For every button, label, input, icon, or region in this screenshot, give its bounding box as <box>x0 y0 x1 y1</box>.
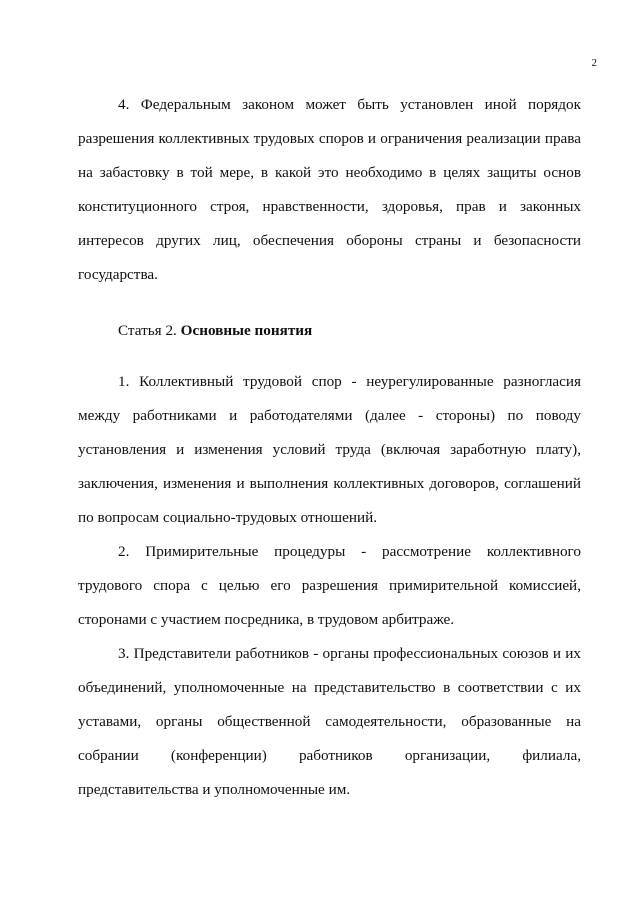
paragraph-federal-law: 4. Федеральным законом может быть установлен иной порядок разрешения коллективных трудовых споров и ограничения реализации права на забастовку в той мере, в какой это необходимо в целях защиты основ конституционного строя, нравственности, здоровья, прав и законных интересов других лиц, обеспечения обороны страны и безопасности государства. <box>78 96 581 283</box>
article-number: Статья 2. <box>118 322 177 339</box>
document-body <box>78 88 581 807</box>
definition-conciliation-procedures: 2. Примирительные процедуры - рассмотрение коллективного трудового спора с целью его разрешения примирительной комиссией, сторонами с участием посредника, в трудовом арбитраже. <box>78 543 581 628</box>
definition-collective-dispute: 1. Коллективный трудовой спор - неурегулированные разногласия между работниками и работодателями (далее - стороны) по поводу установления и изменения условий труда (включая заработную плату), заключения, изменения и выполнения коллективных договоров, соглашений по вопросам социально-трудовых отношений. <box>78 373 581 526</box>
article-title: Основные понятия <box>180 322 313 339</box>
definition-workers-representatives: 3. Представители работников - органы профессиональных союзов и их объединений, уполномоченные на представительство в соответствии с их уставами, органы общественной самодеятельности, образованные на собрании (конференции) работников организации, филиала, представительства и уполномоченные им. <box>78 645 581 798</box>
article-heading <box>78 314 581 348</box>
page-number: 2 <box>591 57 597 69</box>
